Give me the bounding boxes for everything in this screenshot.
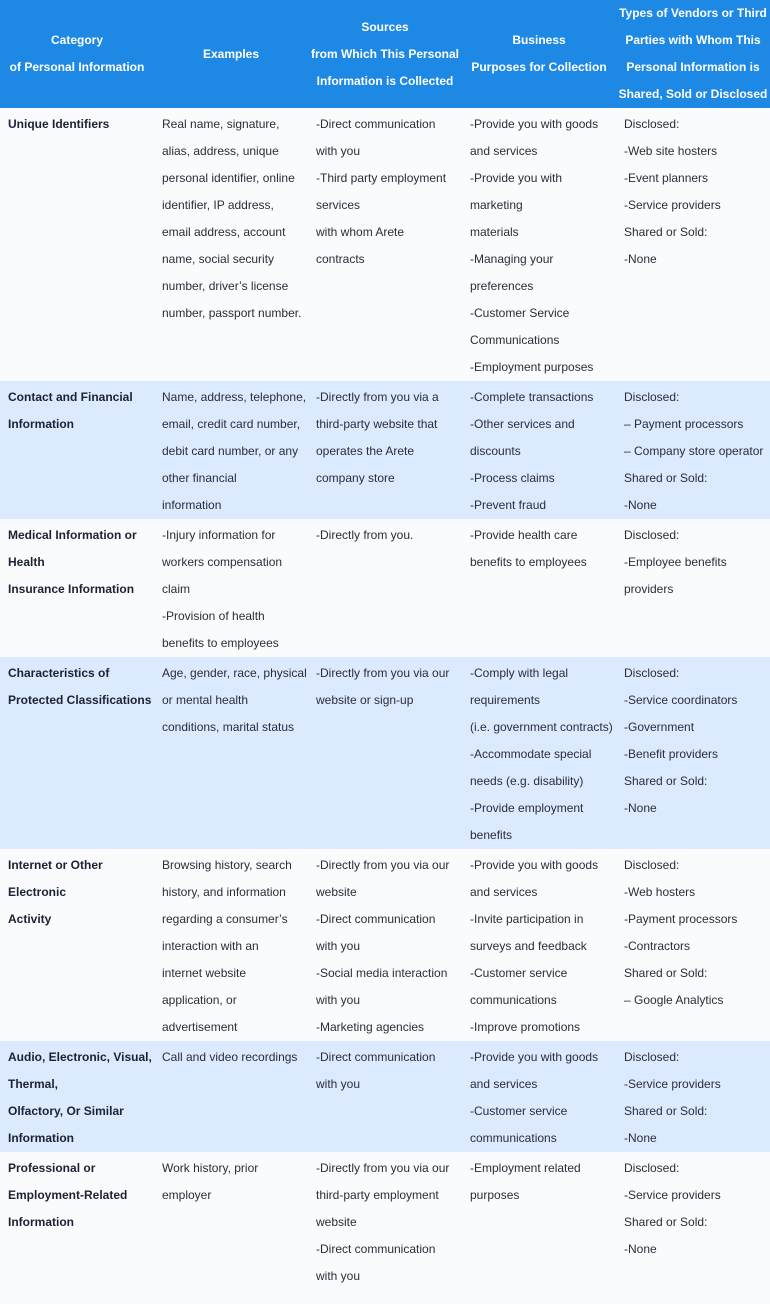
sources-cell: [308, 381, 462, 519]
cell-line: -Government: [624, 720, 695, 734]
cell-line: materials: [470, 225, 519, 239]
cell-line: benefits to employees: [470, 555, 587, 569]
cell-line: -Direct communication: [316, 1242, 436, 1256]
cell-line: -None: [624, 1131, 657, 1145]
cell-line: other financial: [162, 471, 237, 485]
cell-line: -Comply with legal: [470, 666, 569, 680]
cell-line: Disclosed:: [624, 1161, 680, 1175]
header-line: Business: [512, 33, 566, 47]
cell-line: -Customer service: [470, 966, 568, 980]
cell-line: -Payment processors: [624, 912, 738, 926]
cell-line: -Benefit providers: [624, 747, 719, 761]
table-row: [0, 519, 770, 657]
examples-cell: [154, 519, 308, 657]
cell-line: -Provide you with: [470, 171, 563, 185]
vendors-cell: [616, 1041, 770, 1152]
cell-line: -Employee benefits: [624, 555, 727, 569]
cell-line: -Customer Service: [470, 306, 570, 320]
cell-line: -Injury information for: [162, 528, 276, 542]
cell-line: Contact and Financial: [8, 390, 133, 404]
cell-line: Olfactory, Or Similar: [8, 1104, 124, 1118]
cell-line: -Directly from you via our: [316, 1161, 450, 1175]
cell-line: website: [316, 885, 357, 899]
cell-line: with you: [316, 144, 361, 158]
examples-cell: [154, 381, 308, 519]
header-vendors: [616, 0, 770, 108]
cell-line: communications: [470, 993, 557, 1007]
cell-line: employer: [162, 1188, 212, 1202]
header-category: [0, 0, 154, 108]
cell-line: Browsing history, search: [162, 858, 292, 872]
vendors-cell: [616, 108, 770, 381]
vendors-cell: [616, 849, 770, 1041]
cell-line: with you: [316, 1077, 361, 1091]
sources-cell: [308, 657, 462, 849]
cell-line: -Other services and: [470, 417, 575, 431]
cell-line: application, or: [162, 993, 237, 1007]
category-cell: [0, 849, 154, 1041]
header-line: Personal Information is: [626, 60, 760, 74]
cell-line: Disclosed:: [624, 117, 680, 131]
vendors-cell: [616, 381, 770, 519]
cell-line: Electronic: [8, 885, 67, 899]
cell-line: with you: [316, 993, 361, 1007]
table-row: [0, 381, 770, 519]
cell-line: workers compensation: [162, 555, 283, 569]
cell-line: Activity: [8, 912, 52, 926]
cell-line: Medical Information or: [8, 528, 137, 542]
table-row: [0, 108, 770, 381]
cell-line: communications: [470, 1131, 557, 1145]
cell-line: needs (e.g. disability): [470, 774, 584, 788]
cell-line: -Process claims: [470, 471, 555, 485]
header-line: Purposes for Collection: [471, 60, 607, 74]
cell-line: advertisement: [162, 1020, 238, 1034]
cell-line: email address, account: [162, 225, 286, 239]
cell-line: -Web site hosters: [624, 144, 718, 158]
examples-cell: [154, 657, 308, 849]
cell-line: company store: [316, 471, 395, 485]
cell-line: and services: [470, 144, 538, 158]
header-sources: [308, 0, 462, 108]
cell-line: Name, address, telephone,: [162, 390, 307, 404]
cell-line: Insurance Information: [8, 582, 135, 596]
cell-line: -Direct communication: [316, 1050, 436, 1064]
header-line: Parties with Whom This: [625, 33, 761, 47]
cell-line: Disclosed:: [624, 1050, 680, 1064]
cell-line: Thermal,: [8, 1077, 59, 1091]
cell-line: number, passport number.: [162, 306, 302, 320]
cell-line: claim: [162, 582, 191, 596]
cell-line: -Directly from you via our: [316, 858, 450, 872]
cell-line: operates the Arete: [316, 444, 415, 458]
cell-line: -Provide you with goods: [470, 117, 599, 131]
cell-line: Shared or Sold:: [624, 1104, 708, 1118]
header-line: Category: [50, 33, 103, 47]
cell-line: -Direct communication: [316, 912, 436, 926]
cell-line: -Improve promotions: [470, 1020, 581, 1034]
cell-line: with whom Arete: [316, 225, 405, 239]
cell-line: marketing: [470, 198, 523, 212]
examples-cell: [154, 849, 308, 1041]
cell-line: -Provision of health: [162, 609, 265, 623]
vendors-cell: [616, 657, 770, 849]
cell-line: -None: [624, 801, 657, 815]
cell-line: Audio, Electronic, Visual,: [8, 1050, 152, 1064]
cell-line: contracts: [316, 252, 365, 266]
header-business-purposes: [462, 0, 616, 108]
business-purposes-cell: [462, 108, 616, 381]
cell-line: website: [316, 1215, 357, 1229]
table-row: [0, 1041, 770, 1152]
cell-line: -Service coordinators: [624, 693, 738, 707]
table-row: [0, 849, 770, 1041]
cell-line: -Direct communication: [316, 117, 436, 131]
cell-line: -Accommodate special: [470, 747, 592, 761]
cell-line: – Payment processors: [624, 417, 744, 431]
cell-line: -Provide you with goods: [470, 1050, 599, 1064]
cell-line: -None: [624, 1242, 657, 1256]
cell-line: -Service providers: [624, 1188, 721, 1202]
cell-line: Shared or Sold:: [624, 471, 708, 485]
cell-line: -Directly from you.: [316, 528, 414, 542]
examples-cell: [154, 1041, 308, 1152]
sources-cell: [308, 108, 462, 381]
cell-line: -Customer service: [470, 1104, 568, 1118]
category-cell: [0, 657, 154, 849]
cell-line: -Provide health care: [470, 528, 578, 542]
cell-line: -Social media interaction: [316, 966, 448, 980]
header-line: Sources: [361, 19, 409, 34]
cell-line: benefits: [470, 828, 513, 842]
cell-line: email, credit card number,: [162, 417, 301, 431]
cell-line: third-party employment: [316, 1188, 439, 1202]
cell-line: Information: [8, 417, 74, 431]
cell-line: -Web hosters: [624, 885, 696, 899]
cell-line: purposes: [470, 1188, 520, 1202]
cell-line: preferences: [470, 279, 534, 293]
cell-line: Age, gender, race, physical: [162, 666, 307, 680]
cell-line: with you: [316, 939, 361, 953]
cell-line: -Event planners: [624, 171, 709, 185]
cell-line: personal identifier, online: [162, 171, 295, 185]
category-cell: [0, 519, 154, 657]
cell-line: Protected Classifications: [8, 693, 152, 707]
cell-line: Shared or Sold:: [624, 225, 708, 239]
header-line: Information is Collected: [316, 73, 454, 88]
cell-line: name, social security: [162, 252, 275, 266]
examples-cell: [154, 108, 308, 381]
table-row: [0, 1152, 770, 1304]
cell-line: -Service providers: [624, 198, 721, 212]
cell-line: Information: [8, 1215, 74, 1229]
cell-line: – Company store operator: [624, 444, 764, 458]
table-row: [0, 657, 770, 849]
cell-line: Shared or Sold:: [624, 774, 708, 788]
cell-line: Communications: [470, 333, 560, 347]
cell-line: (i.e. government contracts): [470, 720, 613, 734]
cell-line: -Complete transactions: [470, 390, 594, 404]
cell-line: Unique Identifiers: [8, 117, 110, 131]
business-purposes-cell: [462, 519, 616, 657]
cell-line: -Marketing agencies: [316, 1020, 425, 1034]
cell-line: Employment-Related: [8, 1188, 128, 1202]
cell-line: Professional or: [8, 1161, 96, 1175]
cell-line: or mental health: [162, 693, 249, 707]
cell-line: website or sign-up: [316, 693, 414, 707]
cell-line: -Directly from you via our: [316, 666, 450, 680]
cell-line: Call and video recordings: [162, 1050, 298, 1064]
cell-line: Characteristics of: [8, 666, 110, 680]
cell-line: Disclosed:: [624, 528, 680, 542]
header-line: Types of Vendors or Third: [619, 6, 767, 20]
cell-line: -Service providers: [624, 1077, 721, 1091]
cell-line: -Employment purposes: [470, 360, 594, 374]
cell-line: -Prevent fraud: [470, 498, 547, 512]
cell-line: discounts: [470, 444, 521, 458]
header-line: from Which This Personal: [310, 46, 460, 61]
table-body: [0, 108, 770, 1304]
cell-line: -Provide you with goods: [470, 858, 599, 872]
cell-line: Disclosed:: [624, 390, 680, 404]
cell-line: -None: [624, 252, 657, 266]
category-cell: [0, 381, 154, 519]
business-purposes-cell: [462, 657, 616, 849]
header-line: Examples: [202, 46, 260, 61]
cell-line: history, and information: [162, 885, 286, 899]
cell-line: alias, address, unique: [162, 144, 279, 158]
sources-cell: [308, 1041, 462, 1152]
cell-line: benefits to employees: [162, 636, 279, 650]
table-header-row: [0, 0, 770, 108]
cell-line: number, driver’s license: [162, 279, 289, 293]
cell-line: Disclosed:: [624, 858, 680, 872]
cell-line: -Third party employment: [316, 171, 447, 185]
cell-line: services: [316, 198, 361, 212]
cell-line: -Employment related: [470, 1161, 581, 1175]
header-line: of Personal Information: [9, 60, 145, 74]
vendors-cell: [616, 519, 770, 657]
cell-line: -Directly from you via a: [316, 390, 439, 404]
cell-line: Shared or Sold:: [624, 966, 708, 980]
cell-line: -Managing your: [470, 252, 554, 266]
cell-line: Work history, prior: [162, 1161, 259, 1175]
cell-line: internet website: [162, 966, 247, 980]
cell-line: requirements: [470, 693, 541, 707]
cell-line: and services: [470, 1077, 538, 1091]
vendors-cell: [616, 1152, 770, 1304]
cell-line: – Google Analytics: [624, 993, 724, 1007]
cell-line: interaction with an: [162, 939, 259, 953]
business-purposes-cell: [462, 849, 616, 1041]
cell-line: with you: [316, 1269, 361, 1283]
cell-line: debit card number, or any: [162, 444, 299, 458]
cell-line: -None: [624, 498, 657, 512]
cell-line: -Invite participation in: [470, 912, 584, 926]
business-purposes-cell: [462, 1152, 616, 1304]
cell-line: Health: [8, 555, 45, 569]
cell-line: conditions, marital status: [162, 720, 295, 734]
category-cell: [0, 108, 154, 381]
cell-line: information: [162, 498, 222, 512]
cell-line: -Contractors: [624, 939, 691, 953]
sources-cell: [308, 849, 462, 1041]
cell-line: -Provide employment: [470, 801, 584, 815]
cell-line: and services: [470, 885, 538, 899]
category-cell: [0, 1152, 154, 1304]
header-examples: [154, 0, 308, 108]
cell-line: Shared or Sold:: [624, 1215, 708, 1229]
cell-line: Information: [8, 1131, 74, 1145]
sources-cell: [308, 1152, 462, 1304]
cell-line: identifier, IP address,: [162, 198, 274, 212]
sources-cell: [308, 519, 462, 657]
examples-cell: [154, 1152, 308, 1304]
header-line: Shared, Sold or Disclosed: [618, 87, 768, 101]
business-purposes-cell: [462, 1041, 616, 1152]
cell-line: Internet or Other: [8, 858, 103, 872]
cell-line: Real name, signature,: [162, 117, 280, 131]
cell-line: providers: [624, 582, 674, 596]
business-purposes-cell: [462, 381, 616, 519]
category-cell: [0, 1041, 154, 1152]
cell-line: Disclosed:: [624, 666, 680, 680]
cell-line: third-party website that: [316, 417, 438, 431]
cell-line: regarding a consumer’s: [162, 912, 288, 926]
cell-line: surveys and feedback: [470, 939, 587, 953]
